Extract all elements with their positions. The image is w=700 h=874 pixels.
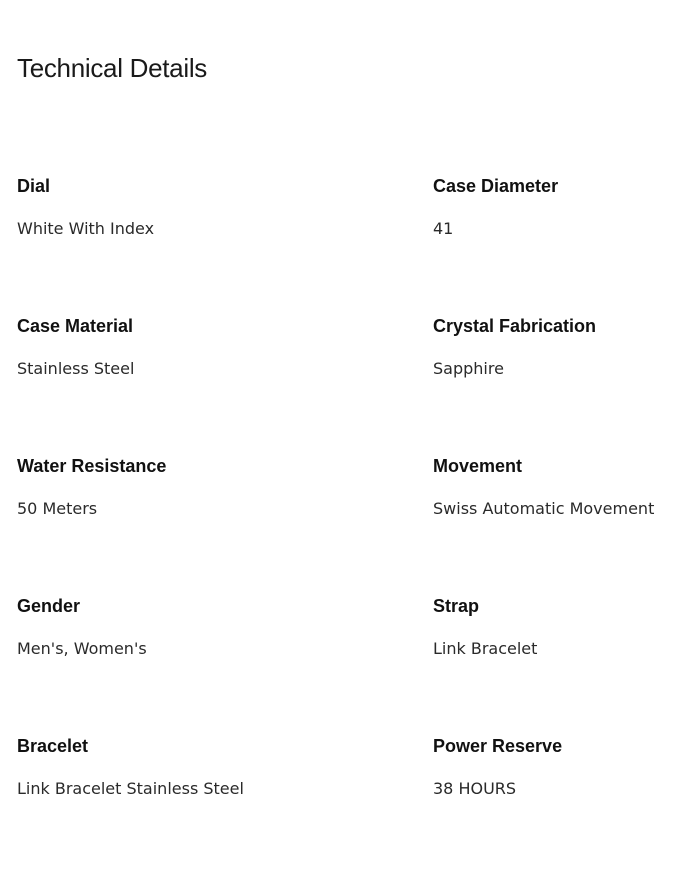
spec-label: Bracelet <box>17 736 89 756</box>
spec-strap <box>433 594 700 734</box>
spec-value: Stainless Steel <box>17 359 135 378</box>
spec-value: 41 <box>433 219 454 238</box>
spec-label: Crystal Fabrication <box>433 316 597 336</box>
spec-value: Swiss Automatic Movement <box>433 499 655 518</box>
spec-value: Link Bracelet <box>433 639 538 658</box>
spec-movement <box>433 454 700 594</box>
spec-label: Case Diameter <box>433 176 559 196</box>
spec-label: Strap <box>433 596 480 616</box>
spec-value: Sapphire <box>433 359 504 378</box>
spec-dial <box>17 174 433 314</box>
spec-label: Case Material <box>17 316 134 336</box>
spec-value: 38 HOURS <box>433 779 517 798</box>
spec-label: Movement <box>433 456 523 476</box>
page-title: Technical Details <box>17 53 207 83</box>
spec-crystal-fabrication <box>433 314 700 454</box>
spec-value: Men's, Women's <box>17 639 147 658</box>
spec-label: Power Reserve <box>433 736 563 756</box>
spec-case-material <box>17 314 433 454</box>
spec-value: Link Bracelet Stainless Steel <box>17 779 244 798</box>
spec-value: White With Index <box>17 219 155 238</box>
technical-details-grid <box>17 174 700 874</box>
spec-label: Dial <box>17 176 51 196</box>
spec-label: Water Resistance <box>17 456 167 476</box>
spec-power-reserve <box>433 734 700 874</box>
spec-label: Gender <box>17 596 81 616</box>
spec-gender <box>17 594 433 734</box>
spec-value: 50 Meters <box>17 499 98 518</box>
spec-case-diameter <box>433 174 700 314</box>
spec-bracelet <box>17 734 433 874</box>
spec-water-resistance <box>17 454 433 594</box>
